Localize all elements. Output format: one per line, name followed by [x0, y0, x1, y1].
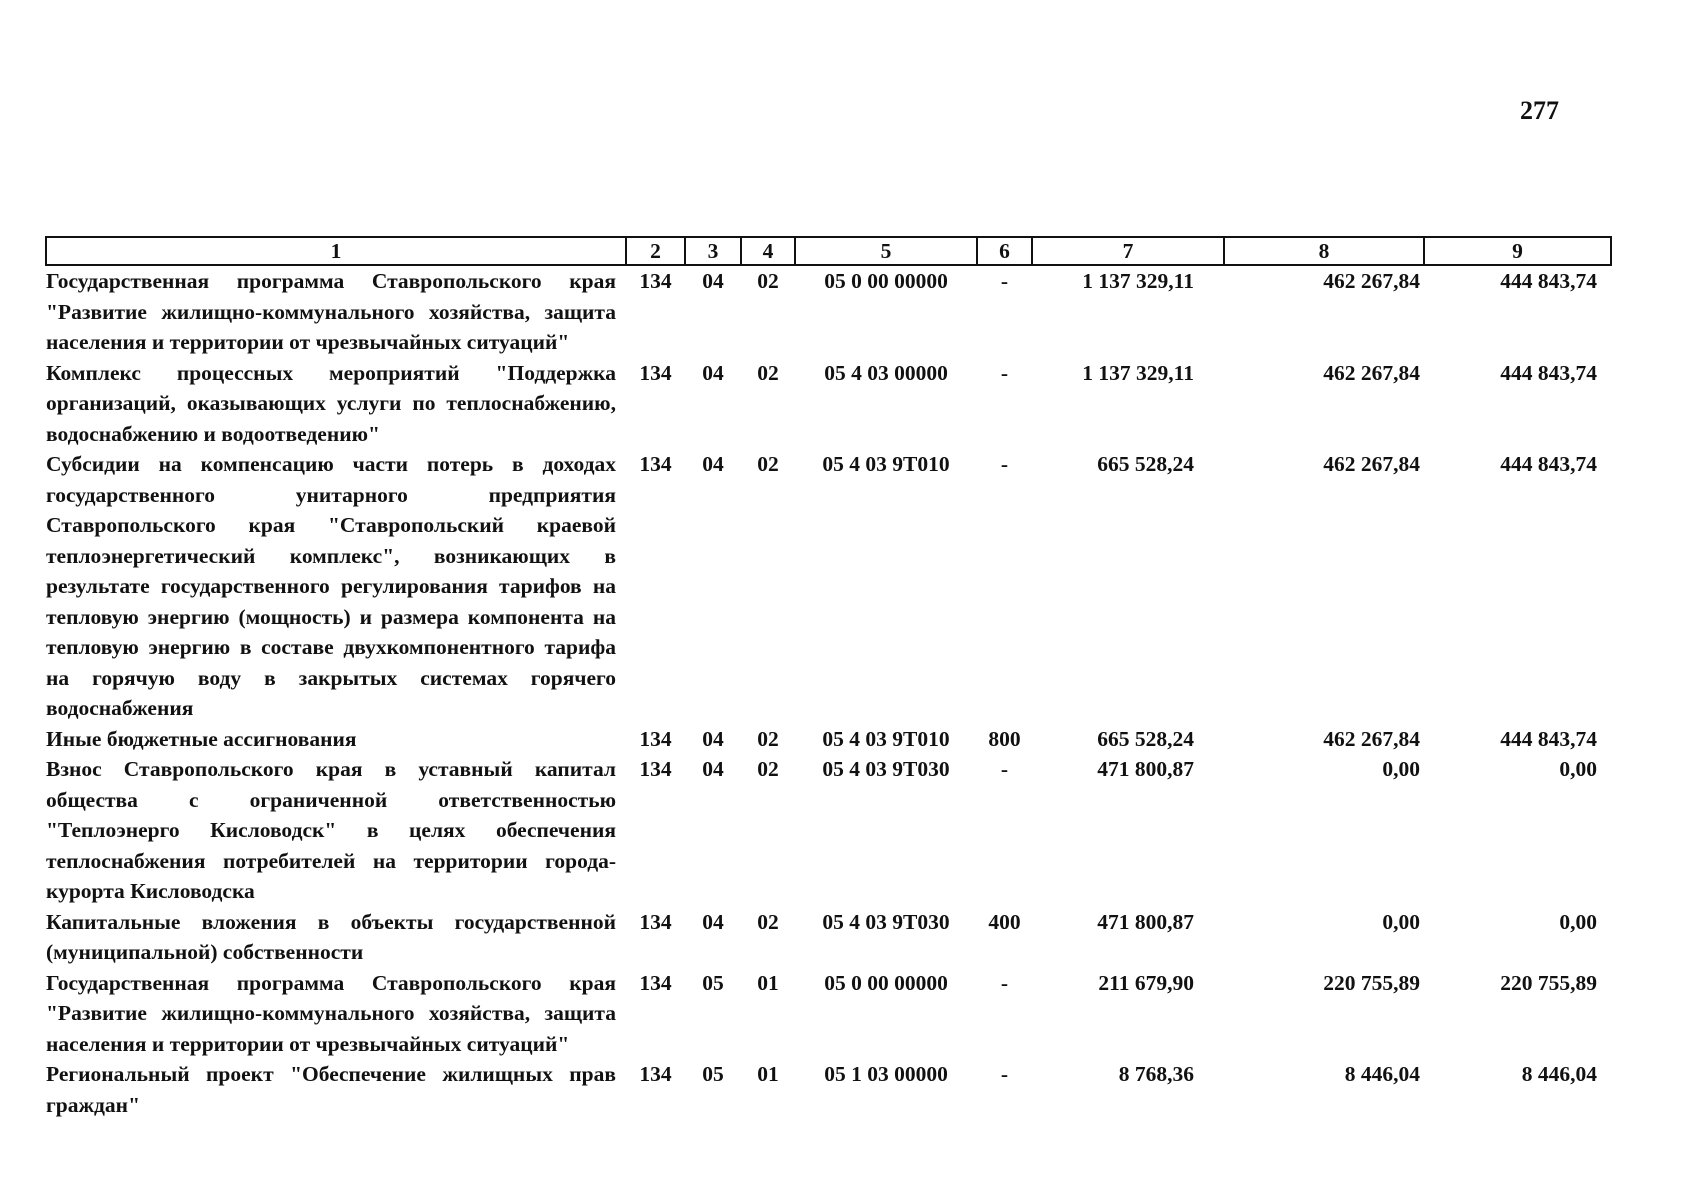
row-amount-8: 8 446,04 — [1344, 1062, 1420, 1086]
row-amount-7: 211 679,90 — [1098, 970, 1194, 995]
row-amount-9: 0,00 — [1559, 909, 1597, 934]
row-target-code: 05 1 03 00000 — [824, 1062, 948, 1086]
row-amount-9: 8 446,04 — [1521, 1062, 1597, 1086]
budget-table — [45, 236, 1612, 1120]
column-header-8: 8 — [1224, 237, 1424, 265]
row-section-code: 04 — [702, 757, 724, 781]
row-expense-type: - — [1000, 970, 1009, 995]
row-ministry-code: 134 — [639, 360, 672, 385]
row-amount-7: 1 137 329,11 — [1082, 360, 1194, 385]
row-ministry-code: 134 — [639, 970, 672, 995]
row-amount-9: 444 843,74 — [1500, 269, 1597, 293]
row-amount-7: 665 528,24 — [1097, 726, 1194, 751]
row-target-code: 05 0 00 00000 — [824, 970, 948, 995]
row-target-code: 05 0 00 00000 — [824, 269, 948, 293]
row-subsection-code: 02 — [757, 269, 779, 293]
row-name: Региональный проект "Обеспечение жилищных прав граждан" — [46, 1062, 616, 1117]
row-name: Комплекс процессных мероприятий "Поддержка организаций, оказывающих услуги по теплоснабжению, водоснабжению и водоотведению" — [46, 360, 616, 446]
row-expense-type: - — [1000, 360, 1009, 385]
row-section-code: 04 — [702, 360, 724, 385]
column-header-2: 2 — [626, 237, 685, 265]
row-amount-9: 444 843,74 — [1500, 452, 1597, 476]
row-section-code: 04 — [702, 452, 724, 476]
table-header — [46, 237, 1611, 265]
row-amount-8: 220 755,89 — [1323, 970, 1420, 995]
row-expense-type: 400 — [988, 909, 1021, 934]
row-expense-type: - — [1000, 269, 1009, 293]
row-section-code: 04 — [702, 909, 724, 934]
row-amount-9: 444 843,74 — [1500, 726, 1597, 751]
row-subsection-code: 02 — [757, 909, 779, 934]
row-amount-9: 220 755,89 — [1500, 970, 1597, 995]
row-subsection-code: 02 — [757, 360, 779, 385]
row-target-code: 05 4 03 9Т010 — [822, 452, 950, 476]
row-ministry-code: 134 — [639, 726, 672, 751]
row-amount-8: 462 267,84 — [1323, 452, 1420, 476]
row-target-code: 05 4 03 9Т030 — [822, 909, 950, 934]
row-amount-8: 462 267,84 — [1323, 360, 1420, 385]
row-section-code: 04 — [702, 726, 724, 751]
table-row — [46, 449, 1611, 724]
row-amount-7: 471 800,87 — [1097, 757, 1194, 781]
table-row — [46, 754, 1611, 907]
row-expense-type: - — [1000, 1062, 1009, 1086]
column-header-7: 7 — [1032, 237, 1224, 265]
table-row — [46, 968, 1611, 1060]
row-name: Капитальные вложения в объекты государственной (муниципальной) собственности — [46, 909, 616, 964]
row-section-code: 04 — [702, 269, 724, 293]
table-row — [46, 907, 1611, 968]
row-amount-8: 0,00 — [1382, 757, 1420, 781]
row-name: Государственная программа Ставропольского края "Развитие жилищно-коммунального хозяйства, защита населения и территории от чрезвычайных ситуаций" — [46, 970, 616, 1056]
column-header-4: 4 — [741, 237, 795, 265]
row-subsection-code: 01 — [757, 1062, 779, 1086]
row-amount-8: 462 267,84 — [1323, 269, 1420, 293]
column-header-1: 1 — [46, 237, 626, 265]
row-expense-type: 800 — [988, 726, 1021, 751]
row-ministry-code: 134 — [639, 757, 672, 781]
row-amount-7: 8 768,36 — [1118, 1062, 1194, 1086]
row-amount-8: 0,00 — [1382, 909, 1420, 934]
table-body — [46, 265, 1611, 1120]
row-subsection-code: 02 — [757, 452, 779, 476]
row-amount-9: 444 843,74 — [1500, 360, 1597, 385]
row-expense-type: - — [1000, 452, 1009, 476]
row-expense-type: - — [1000, 757, 1009, 781]
row-amount-7: 471 800,87 — [1097, 909, 1194, 934]
column-header-5: 5 — [795, 237, 977, 265]
header-row — [46, 237, 1611, 265]
table-row — [46, 265, 1611, 358]
row-target-code: 05 4 03 9Т010 — [822, 726, 950, 751]
table-row — [46, 724, 1611, 755]
row-ministry-code: 134 — [639, 452, 672, 476]
row-target-code: 05 4 03 00000 — [824, 360, 948, 385]
row-section-code: 05 — [702, 1062, 724, 1086]
column-header-6: 6 — [977, 237, 1032, 265]
row-subsection-code: 02 — [757, 726, 779, 751]
row-name: Субсидии на компенсацию части потерь в доходах государственного унитарного предприятия Ставропольского края "Ставропольский краевой теплоэнергетический комплекс", возникающих в результате государственного регулирования тарифов на тепловую энергию (мощность) и размера компонента на тепловую энергию в составе двухкомпонентного тарифа на горячую воду в закрытых системах горячего водоснабжения — [46, 452, 616, 720]
row-ministry-code: 134 — [639, 1062, 672, 1086]
column-header-3: 3 — [685, 237, 741, 265]
column-header-9: 9 — [1424, 237, 1611, 265]
row-name: Государственная программа Ставропольского края "Развитие жилищно-коммунального хозяйства, защита населения и территории от чрезвычайных ситуаций" — [46, 269, 616, 354]
row-ministry-code: 134 — [639, 269, 672, 293]
row-amount-7: 665 528,24 — [1097, 452, 1194, 476]
row-amount-9: 0,00 — [1559, 757, 1597, 781]
table-row — [46, 358, 1611, 450]
page-number: 277 — [1520, 96, 1559, 125]
row-subsection-code: 01 — [757, 970, 779, 995]
row-target-code: 05 4 03 9Т030 — [822, 757, 950, 781]
row-amount-7: 1 137 329,11 — [1082, 269, 1194, 293]
row-name: Иные бюджетные ассигнования — [46, 726, 357, 751]
table-row — [46, 1059, 1611, 1120]
row-section-code: 05 — [702, 970, 724, 995]
row-amount-8: 462 267,84 — [1323, 726, 1420, 751]
row-ministry-code: 134 — [639, 909, 672, 934]
row-subsection-code: 02 — [757, 757, 779, 781]
row-name: Взнос Ставропольского края в уставный капитал общества с ограниченной ответственностью "Теплоэнерго Кисловодск" в целях обеспечения теплоснабжения потребителей на территории города-курорта Кисловодска — [46, 757, 616, 903]
